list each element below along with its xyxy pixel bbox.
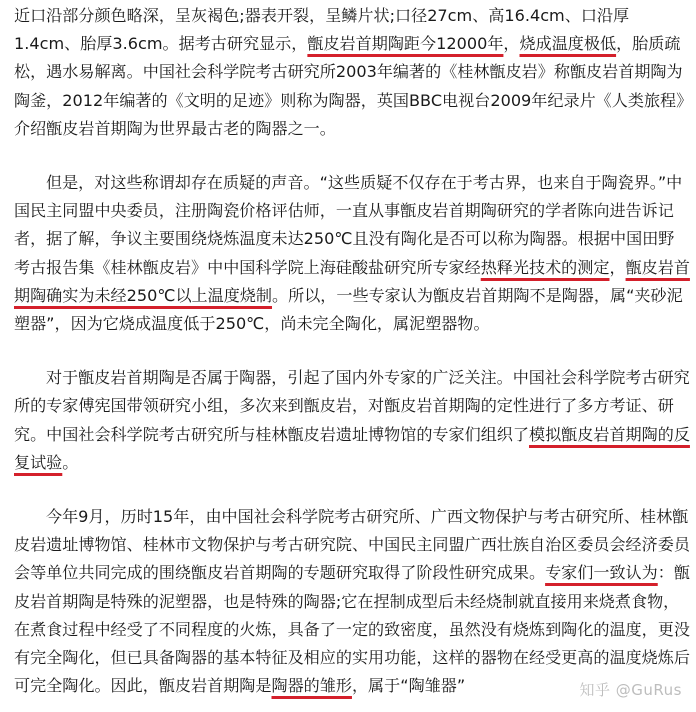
paragraph-3 — [14, 364, 690, 477]
text-run: 近口沿部分颜色略深，呈灰褐色;器表开裂，呈鳞片状;口径27cm、高16.4cm、口沿厚1.4cm、胎厚3.6cm。据考古研究显示， — [14, 6, 630, 54]
text-run: 对于甑皮岩首期陶是否属于陶器，引起了国内外专家的广泛关注。中国社会科学院考古研究所的专家傅宪国带领研究小组，多次来到甑皮岩，对甑皮岩首期陶的定性进行了多方考证、研究。中国社会科学院考古研究所与桂林甑皮岩遗址博物馆的专家们组织了 — [14, 368, 690, 444]
text-run: 但是，对这些称谓却存在质疑的声音。“这些质疑不仅存在于考古界，也来自于陶瓷界。”中国民主同盟中央委员，注册陶瓷价格评估师，一直从事甑皮岩首期陶研究的学者陈向进告诉记者，据了解，争议主要围绕烧炼温度未达250℃且没有陶化是否可以称为陶器。根据中国田野考古报告集《桂林甑皮岩》中中国科学院上海硅酸盐研究所专家经 — [14, 173, 683, 277]
highlight-temperature-finding: 甑皮岩首期陶确实为未经250℃以上温度烧制 — [14, 257, 690, 305]
paragraph-4 — [14, 503, 690, 700]
highlight-age: 甑皮岩首期陶距今12000年 — [307, 34, 504, 54]
text-run: ，属于“陶雏器” — [351, 676, 466, 696]
text-run: ，胎质疏松，遇水易解离。中国社会科学院考古研究所2003年编著的《桂林甑皮岩》称甑皮岩首期陶为陶釜，2012年编著的《文明的足迹》则称为陶器，英国BBC电视台2009年纪录片《人类旅程》介绍甑皮岩首期陶为世界最古老的陶器之一。 — [14, 34, 685, 138]
highlight-thermoluminescence: 热释光技术的测定 — [480, 257, 610, 277]
paragraph-1 — [14, 2, 690, 143]
text-run: ， — [609, 257, 626, 277]
highlight-simulation-test: 模拟甑皮岩首期陶的反复试验 — [14, 424, 690, 472]
text-run: 今年9月，历时15年，由中国社会科学院考古研究所、广西文物保护与考古研究所、桂林甑皮岩遗址博物馆、桂林市文物保护与考古研究院、中国民主同盟广西壮族自治区委员会经济委员会等单位共同完成的围绕甑皮岩首期陶的专题研究取得了阶段性研究成果。 — [14, 507, 690, 583]
highlight-low-temperature: 烧成温度极低 — [519, 34, 617, 54]
paragraph-2 — [14, 169, 690, 338]
highlight-pottery-prototype: 陶器的雏形 — [271, 676, 352, 696]
text-run: 。所以，一些专家认为甑皮岩首期陶不是陶器，属“夹砂泥塑器”，因为它烧成温度低于250℃，尚未完全陶化，属泥塑器物。 — [14, 285, 683, 334]
article-body — [14, 0, 690, 700]
highlight-expert-consensus: 专家们一致认为 — [545, 563, 658, 583]
text-run: ， — [503, 34, 520, 54]
text-run: ：甑皮岩首期陶是特殊的泥塑器，也是特殊的陶器;它在捏制成型后未经烧制就直接用来烧煮食物，在煮食过程中经受了不同程度的火炼，具备了一定的致密度，虽然没有烧炼到陶化的温度，更没有完全陶化，但已具备陶器的基本特征及相应的实用功能，这样的器物在经受更高的温度烧炼后可完全陶化。因此，甑皮岩首期陶是 — [14, 563, 690, 696]
zhihu-watermark: 知乎 @GuRus — [579, 681, 682, 699]
text-run: 。 — [62, 452, 79, 472]
